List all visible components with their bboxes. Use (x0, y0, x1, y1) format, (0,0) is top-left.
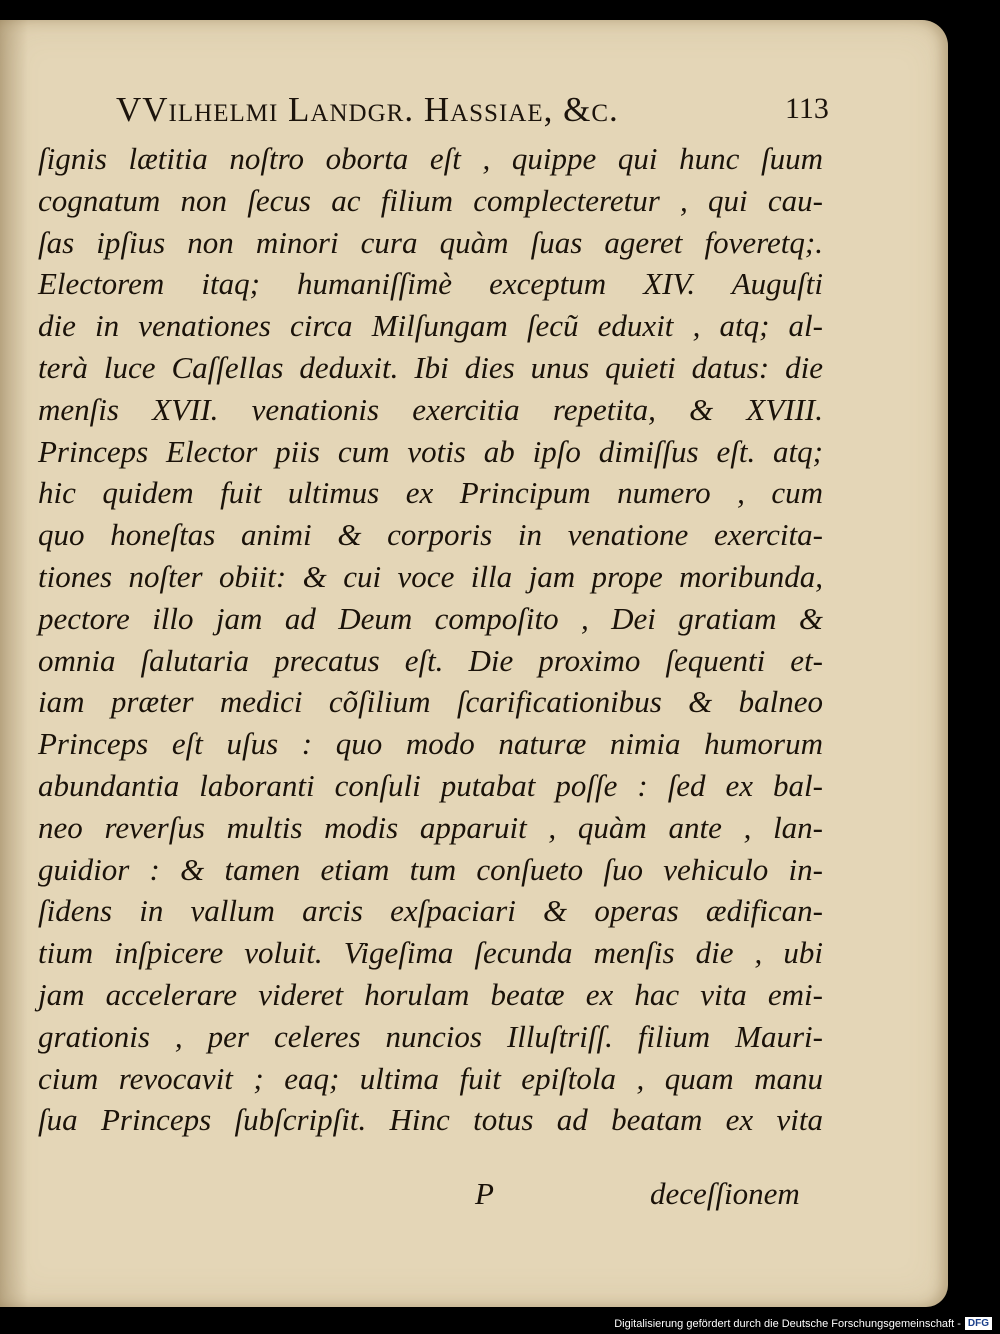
text-line: Electorem itaq; humaniſſimè exceptum XIV. Auguſti (38, 266, 823, 302)
text-line: cium revocavit ; eaq; ultima fuit epiſtola , quam manu (38, 1060, 823, 1096)
text-line: abundantia laboranti conſuli putabat poſſe : ſed ex bal- (38, 767, 823, 803)
text-line: guidior : & tamen etiam tum conſueto ſuo vehiculo in- (38, 851, 823, 887)
text-line: tium inſpicere voluit. Vigeſima ſecunda menſis die , ubi (38, 935, 823, 971)
text-line: omnia ſalutaria precatus eſt. Die proximo ſequenti et- (38, 642, 823, 678)
text-line: hic quidem fuit ultimus ex Principum numero , cum (38, 475, 823, 511)
gutter-shadow (0, 20, 28, 1307)
signature-mark: P (475, 1176, 494, 1211)
text-line: quo honeſtas animi & corporis in venatione exercita- (38, 517, 823, 553)
text-line: ſas ipſius non minori cura quàm ſuas ageret foveretq;. (38, 224, 823, 260)
text-line: ſidens in vallum arcis exſpaciari & operas ædifican- (38, 893, 823, 929)
text-line: pectore illo jam ad Deum compoſito , Dei gratiam & (38, 600, 823, 636)
text-line: ſignis lætitia noſtro oborta eſt , quippe qui hunc ſuum (38, 141, 823, 176)
text-line: iam præter medici cõſilium ſcarificationibus & balneo (38, 684, 823, 720)
text-line: menſis XVII. venationis exercitia repetita, & XVIII. (38, 391, 823, 427)
text-line: cognatum non ſecus ac filium complecteretur , qui cau- (38, 182, 823, 218)
catchword: deceſſionem (650, 1176, 800, 1211)
body-text (38, 138, 823, 1141)
text-line: terà luce Caſſellas deduxit. Ibi dies unus quieti datus: die (38, 349, 823, 385)
text-line: Princeps eſt uſus : quo modo naturæ nimia humorum (38, 726, 823, 762)
text-line: Princeps Elector piis cum votis ab ipſo dimiſſus eſt. atq; (38, 433, 823, 469)
running-head: VVilhelmi Landgr. Hassiae, &c. (116, 90, 619, 129)
text-line: ſua Princeps ſubſcripſit. Hinc totus ad beatam ex vita (38, 1102, 823, 1138)
dfg-logo-icon: DFG (965, 1317, 992, 1330)
text-line: jam accelerare videret horulam beatæ ex hac vita emi- (38, 976, 823, 1012)
page-number: 113 (785, 92, 829, 125)
book-page (0, 20, 948, 1307)
text-line: neo reverſus multis modis apparuit , quàm ante , lan- (38, 809, 823, 845)
digitization-footer (614, 1317, 992, 1330)
text-line: grationis , per celeres nuncios Illuſtriſſ. filium Mauri- (38, 1018, 823, 1054)
text-line: tiones noſter obiit: & cui voce illa jam prope moribunda, (38, 558, 823, 594)
footer-credit: Digitalisierung gefördert durch die Deutsche Forschungsgemeinschaft - (614, 1317, 961, 1330)
text-line: die in venationes circa Milſungam ſecũ eduxit , atq; al- (38, 308, 823, 344)
